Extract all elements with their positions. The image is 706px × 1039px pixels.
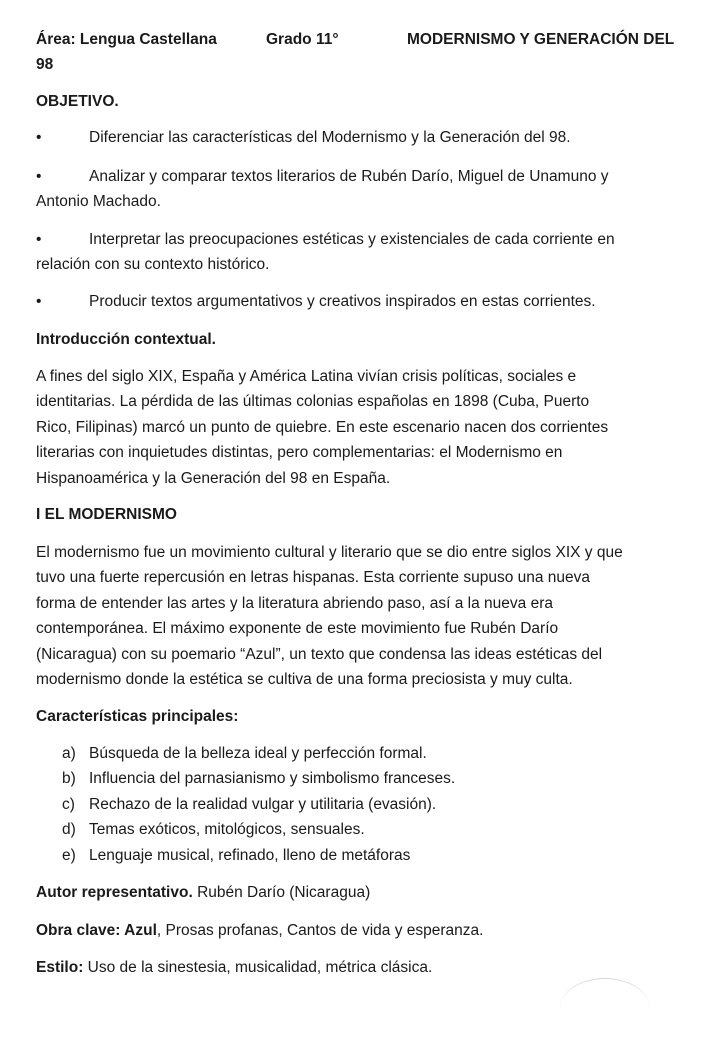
introduction-heading: Introducción contextual. — [36, 331, 216, 348]
objective-item-text: Diferenciar las características del Modernismo y la Generación del 98. — [89, 129, 571, 146]
area-label: Área: Lengua Castellana — [36, 31, 217, 48]
objective-item-text-continued: relación con su contexto histórico. — [36, 256, 270, 273]
list-item-label: b) — [62, 770, 76, 787]
style-label: Estilo: — [36, 959, 84, 976]
list-item-text: Temas exóticos, mitológicos, sensuales. — [89, 821, 365, 838]
bullet-symbol: • — [36, 293, 42, 310]
objective-item-text: Analizar y comparar textos literarios de Rubén Darío, Miguel de Unamuno y — [89, 168, 609, 185]
document-title-continued: 98 — [36, 56, 54, 73]
list-item-label: c) — [62, 796, 75, 813]
works-label: Obra clave: Azul — [36, 922, 157, 939]
list-item-text: Búsqueda de la belleza ideal y perfección formal. — [89, 745, 427, 762]
author-value: Rubén Darío (Nicaragua) — [192, 884, 371, 901]
author-line — [36, 883, 370, 903]
introduction-line: identitarias. La pérdida de las últimas colonias españolas en 1898 (Cuba, Puerto — [36, 393, 590, 410]
introduction-line: Rico, Filipinas) marcó un punto de quiebre. En este escenario nacen dos corrientes — [36, 419, 609, 436]
document-title: MODERNISMO Y GENERACIÓN DEL — [407, 31, 675, 48]
style-line — [36, 958, 432, 978]
author-label: Autor representativo. — [36, 884, 193, 901]
modernism-line: El modernismo fue un movimiento cultural y literario que se dio entre siglos XIX y que — [36, 544, 623, 561]
bullet-symbol: • — [36, 129, 42, 146]
modernism-line: (Nicaragua) con su poemario “Azul”, un texto que condensa las ideas estéticas del — [36, 646, 603, 663]
list-item-label: d) — [62, 821, 76, 838]
list-item-text: Lenguaje musical, refinado, lleno de metáforas — [89, 847, 411, 864]
bullet-symbol: • — [36, 168, 42, 185]
document-page — [36, 0, 692, 994]
characteristics-heading: Características principales: — [36, 708, 239, 725]
modernism-line: modernismo donde la estética se cultiva de una forma preciosista y muy culta. — [36, 671, 573, 688]
list-item-label: a) — [62, 745, 76, 762]
style-value: Uso de la sinestesia, musicalidad, métrica clásica. — [83, 959, 433, 976]
list-item-text: Rechazo de la realidad vulgar y utilitaria (evasión). — [89, 796, 437, 813]
objective-item-text-continued: Antonio Machado. — [36, 193, 161, 210]
works-value: , Prosas profanas, Cantos de vida y esperanza. — [156, 922, 484, 939]
grade-label: Grado 11° — [266, 31, 339, 48]
introduction-line: Hispanoamérica y la Generación del 98 en España. — [36, 470, 391, 487]
modernism-line: contemporánea. El máximo exponente de este movimiento fue Rubén Darío — [36, 620, 559, 637]
objective-item-text: Producir textos argumentativos y creativos inspirados en estas corrientes. — [89, 293, 596, 310]
page-curl-decoration — [560, 978, 650, 1039]
list-item-label: e) — [62, 847, 76, 864]
modernism-heading: I EL MODERNISMO — [36, 506, 177, 523]
modernism-line: forma de entender las artes y la literatura abriendo paso, así a la nueva era — [36, 595, 553, 612]
introduction-line: A fines del siglo XIX, España y América Latina vivían crisis políticas, sociales e — [36, 368, 577, 385]
works-line — [36, 921, 483, 941]
modernism-line: tuvo una fuerte repercusión en letras hispanas. Esta corriente supuso una nueva — [36, 569, 591, 586]
objective-item-text: Interpretar las preocupaciones estéticas y existenciales de cada corriente en — [89, 231, 615, 248]
introduction-line: literarias con inquietudes distintas, pero complementarias: el Modernismo en — [36, 444, 563, 461]
list-item-text: Influencia del parnasianismo y simbolismo franceses. — [89, 770, 456, 787]
bullet-symbol: • — [36, 231, 42, 248]
objective-heading: OBJETIVO. — [36, 93, 119, 110]
